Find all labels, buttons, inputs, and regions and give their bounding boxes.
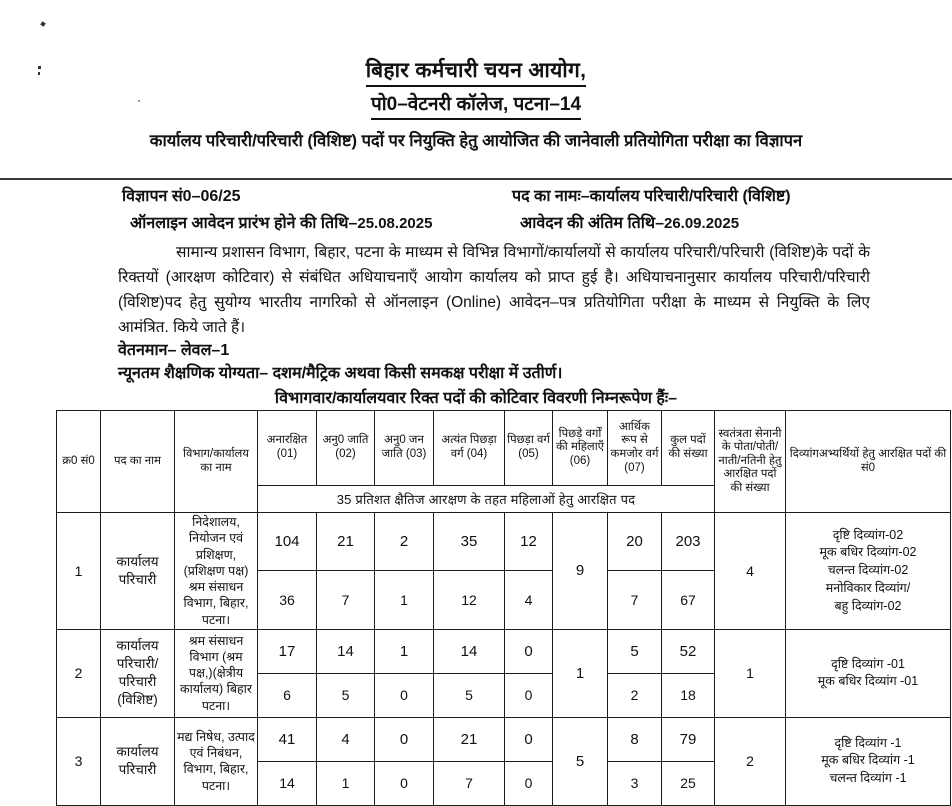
cell-post-name: कार्यालय परिचारी	[101, 717, 175, 805]
table-row	[57, 629, 951, 673]
cell-dept-name: मद्य निषेध, उत्पाद एवं निबंधन, विभाग, बिहार, पटना।	[175, 717, 258, 805]
organization-name: बिहार कर्मचारी चयन आयोग,	[366, 58, 587, 87]
cell-dept-name: श्रम संसाधन विभाग (श्रम पक्ष,)(क्षेत्रीय कार्यालय) बिहार पटना।	[175, 629, 258, 717]
cell-main-total: 52	[662, 629, 715, 673]
cell-women-c07: 7	[608, 571, 662, 629]
cell-main-c07: 8	[608, 717, 662, 761]
cell-main-c01: 41	[258, 717, 317, 761]
cell-main-total: 203	[662, 513, 715, 571]
col-header-total: कुल पदों की संख्या	[662, 411, 715, 486]
header-divider	[0, 178, 952, 180]
start-date-block	[0, 211, 520, 233]
cell-main-c03: 1	[375, 629, 434, 673]
cell-women-c07: 3	[608, 761, 662, 805]
cell-main-c02: 21	[317, 513, 375, 571]
start-date-value: 25.08.2025	[357, 215, 433, 232]
col-header-dept-name: विभाग/कार्यालय का नाम	[175, 411, 258, 513]
scan-speck	[138, 100, 140, 102]
cell-divyang: दृष्टि दिव्यांग-02 मूक बधिर दिव्यांग-02 चलन्त दिव्यांग-02 मनोविकार दिव्यांग/ बहु दिव्यांग-02	[786, 513, 951, 630]
last-date-label: आवेदन की अंतिम तिथि–	[520, 215, 664, 232]
cell-main-c01: 17	[258, 629, 317, 673]
cell-women-c05: 4	[505, 571, 553, 629]
cell-main-c02: 4	[317, 717, 375, 761]
cell-bc-women: 5	[553, 717, 608, 805]
cell-serial: 3	[57, 717, 101, 805]
cell-divyang: दृष्टि दिव्यांग -1 मूक बधिर दिव्यांग -1 चलन्त दिव्यांग -1	[786, 717, 951, 805]
cell-main-c04: 21	[434, 717, 505, 761]
last-date-value: 26.09.2025	[663, 215, 740, 232]
cell-serial: 1	[57, 513, 101, 630]
cell-main-c04: 14	[434, 629, 505, 673]
cell-serial: 2	[57, 629, 101, 717]
cell-post-name: कार्यालय परिचारी/ परिचारी (विशिष्ट)	[101, 629, 175, 717]
table-row	[57, 717, 951, 761]
cell-women-c05: 0	[505, 673, 553, 717]
cell-bc-women: 1	[553, 629, 608, 717]
cell-freedom-fighter: 1	[715, 629, 786, 717]
col-header-ebc: अत्यंत पिछड़ा वर्ग (04)	[434, 411, 505, 486]
cell-women-c01: 14	[258, 761, 317, 805]
cell-freedom-fighter: 4	[715, 513, 786, 630]
cell-main-c07: 5	[608, 629, 662, 673]
cell-bc-women: 9	[553, 513, 608, 630]
cell-women-total: 25	[662, 761, 715, 805]
table-header-row	[57, 411, 951, 486]
intro-paragraph: सामान्य प्रशासन विभाग, बिहार, पटना के माध्यम से विभिन्न विभागों/कार्यालयों से कार्यालय परिचारी/परिचारी (विशिष्ट)के पदों के रिक्तयों (आरक्षण कोटिवार) से संबंधित अधियाचनाएँ आयोग कार्यालय को प्राप्त हुई है। अधियाचनानुसार कार्यालय परिचारी/परिचारी (विशिष्ट)पद हेतु सुयोग्य भारतीय नागरिको से ऑनलाइन (Online) आवेदन–पत्र प्रतियोगिता परीक्षा के माध्यम से नियुक्ति के लिए आमंत्रित. किये जाते हैं।	[118, 244, 870, 337]
col-header-freedom-fighter: स्वतंत्रता सेनानी के पोता/पोती/नाती/नतिनी हेतु आरक्षित पदों की संख्या	[715, 411, 786, 513]
cell-freedom-fighter: 2	[715, 717, 786, 805]
cell-divyang: दृष्टि दिव्यांग -01 मूक बधिर दिव्यांग -01	[786, 629, 951, 717]
col-header-unreserved: अनारक्षित (01)	[258, 411, 317, 486]
cell-women-total: 18	[662, 673, 715, 717]
table-row	[57, 513, 951, 571]
cell-women-c03: 0	[375, 761, 434, 805]
cell-women-c01: 36	[258, 571, 317, 629]
col-header-bc-women: पिछड़े वर्गों की महिलाएँ (06)	[553, 411, 608, 486]
cell-women-c04: 12	[434, 571, 505, 629]
cell-women-c02: 7	[317, 571, 375, 629]
cell-main-c05: 0	[505, 629, 553, 673]
cell-main-c04: 35	[434, 513, 505, 571]
col-header-st: अनु0 जन जाति (03)	[375, 411, 434, 486]
cell-main-total: 79	[662, 717, 715, 761]
cell-main-c03: 2	[375, 513, 434, 571]
advertisement-number: विज्ञापन सं0–06/25	[122, 188, 241, 205]
cell-women-c05: 0	[505, 761, 553, 805]
cell-women-c04: 5	[434, 673, 505, 717]
cell-main-c02: 14	[317, 629, 375, 673]
scan-speck	[38, 66, 41, 69]
post-name-label: पद का नामः–कार्यालय परिचारी/परिचारी (विशिष्ट)	[512, 188, 791, 205]
qualification-line: न्यूनतम शैक्षणिक योग्यता– दशम/मैट्रिक अथवा किसी समकक्ष परीक्षा में उतीर्ण।	[118, 365, 563, 382]
cell-women-c04: 7	[434, 761, 505, 805]
col-header-bc: पिछड़ा वर्ग (05)	[505, 411, 553, 486]
cell-main-c07: 20	[608, 513, 662, 571]
cell-post-name: कार्यालय परिचारी	[101, 513, 175, 630]
cell-women-c02: 5	[317, 673, 375, 717]
start-date-label: ऑनलाइन आवेदन प्रारंभ होने की तिथि–	[130, 215, 358, 232]
organization-address: पो0–वेटनरी कॉलेज, पटना–14	[371, 93, 581, 120]
advertisement-meta	[0, 184, 952, 233]
col-header-ews: आर्थिक रूप से कमजोर वर्ग (07)	[608, 411, 662, 486]
cell-main-c05: 0	[505, 717, 553, 761]
cell-main-c05: 12	[505, 513, 553, 571]
scan-speck	[38, 72, 40, 75]
cell-women-c03: 0	[375, 673, 434, 717]
col-header-post-name: पद का नाम	[101, 411, 175, 513]
women-reservation-band: 35 प्रतिशत क्षैतिज आरक्षण के तहत महिलाओं हेतु आरक्षित पद	[258, 486, 715, 513]
cell-women-c02: 1	[317, 761, 375, 805]
col-header-sc: अनु0 जाति (02)	[317, 411, 375, 486]
table-caption: विभागवार/कार्यालयवार रिक्त पदों की कोटिवार विवरणी निम्नरूपेण हैंः–	[274, 390, 678, 407]
cell-women-c03: 1	[375, 571, 434, 629]
col-header-serial: क्र0 सं0	[57, 411, 101, 513]
table-body	[57, 513, 951, 806]
advertisement-subtitle: कार्यालय परिचारी/परिचारी (विशिष्ट) पदों पर नियुक्ति हेतु आयोजित की जानेवाली प्रतियोगिता परीक्षा का विज्ञापन	[149, 132, 803, 150]
cell-women-c01: 6	[258, 673, 317, 717]
col-header-divyang: दिव्यांगअभ्यर्थियों हेतु आरक्षित पदों की सं0	[786, 411, 951, 513]
cell-dept-name: निदेशालय, नियोजन एवं प्रशिक्षण, (प्रशिक्षण पक्ष) श्रम संसाधन विभाग, बिहार, पटना।	[175, 513, 258, 630]
cell-main-c03: 0	[375, 717, 434, 761]
pay-scale-line: वेतनमान– लेवल–1	[118, 342, 230, 359]
vacancy-table	[56, 410, 951, 806]
last-date-block	[520, 211, 952, 233]
cell-women-c07: 2	[608, 673, 662, 717]
cell-main-c01: 104	[258, 513, 317, 571]
cell-women-total: 67	[662, 571, 715, 629]
document-header	[0, 0, 952, 154]
